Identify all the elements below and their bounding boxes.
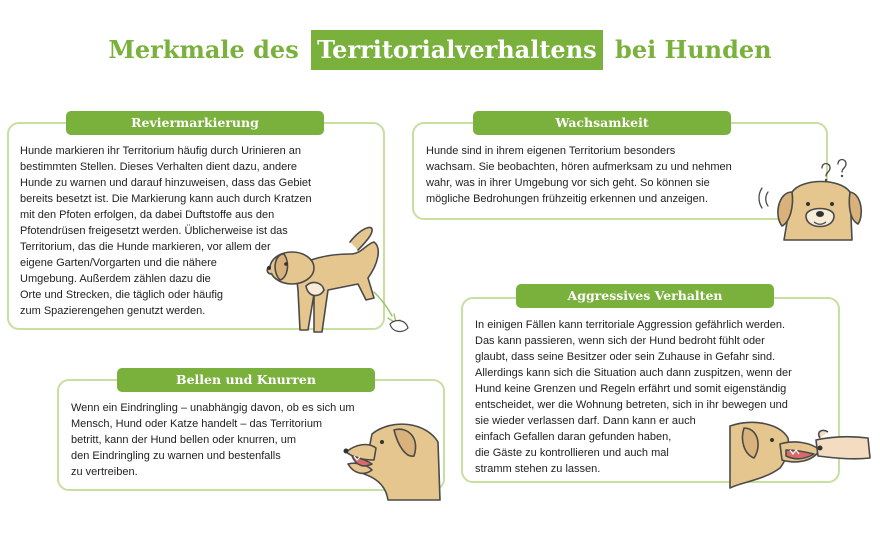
- bellen-line: Wenn ein Eindringling – unabhängig davon, ob es sich um: [71, 402, 355, 414]
- reviermarkierung-line: mit den Pfoten erfolgen, da dabei Duftstoffe aus den: [20, 209, 275, 221]
- aggressiv-line: einfach Gefallen daran gefunden haben,: [475, 431, 672, 443]
- reviermarkierung-line: bestimmten Stellen. Dieses Verhalten dient dazu, andere: [20, 161, 297, 173]
- dog-biting-illustration: [724, 418, 874, 498]
- wachsamkeit-line: wahr, was in ihrer Umgebung vor sich geht. So können sie: [426, 177, 710, 189]
- wachsamkeit-line: Hunde sind in ihrem eigenen Territorium besonders: [426, 145, 676, 157]
- bellen-heading: Bellen und Knurren: [117, 368, 375, 392]
- aggressiv-line: Das kann passieren, wenn sich der Hund bedroht fühlt oder: [475, 335, 765, 347]
- page-title: [0, 30, 880, 70]
- dog-barking-illustration: [342, 412, 442, 502]
- bellen-line: betritt, kann der Hund bellen oder knurren, um: [71, 434, 297, 446]
- reviermarkierung-heading: Reviermarkierung: [66, 111, 324, 135]
- reviermarkierung-line: Hunde zu warnen und darauf hinzuweisen, dass das Gebiet: [20, 177, 312, 189]
- dog-alert-illustration: [752, 158, 862, 248]
- reviermarkierung-line: Pfotendrüsen freigesetzt werden. Üblicherweise ist das: [20, 225, 288, 237]
- aggressiv-line: In einigen Fällen kann territoriale Aggression gefährlich werden.: [475, 319, 786, 331]
- wachsamkeit-heading: Wachsamkeit: [473, 111, 731, 135]
- title-highlight: Territorialverhaltens: [311, 30, 603, 70]
- reviermarkierung-line: zum Spazierengehen genutzt werden.: [20, 305, 206, 317]
- bellen-line: den Eindringling zu warnen und bestenfalls: [71, 450, 281, 462]
- dog-marking-illustration: [262, 220, 422, 340]
- wachsamkeit-line: wachsam. Sie beobachten, hören aufmerksam zu und nehmen: [426, 161, 732, 173]
- aggressiv-line: entscheidet, wer die Wohnung betreten, sich in ihr bewegen und: [475, 399, 788, 411]
- bellen-line: zu vertreiben.: [71, 466, 138, 478]
- reviermarkierung-line: Territorium, das die Hunde markieren, vor allem der: [20, 241, 271, 253]
- aggressiv-heading: Aggressives Verhalten: [516, 284, 774, 308]
- wachsamkeit-line: mögliche Bedrohungen frühzeitig erkennen und anzeigen.: [426, 193, 708, 205]
- title-before: Merkmale des: [108, 35, 299, 64]
- title-after: bei Hunden: [615, 35, 772, 64]
- reviermarkierung-line: bereits besetzt ist. Die Markierung kann auch durch Kratzen: [20, 193, 312, 205]
- reviermarkierung-line: Orte und Strecken, die täglich oder häufig: [20, 289, 224, 301]
- bellen-line: Mensch, Hund oder Katze handelt – das Territorium: [71, 418, 323, 430]
- aggressiv-line: stramm stehen zu lassen.: [475, 463, 601, 475]
- reviermarkierung-line: Umgebung. Außerdem zählen dazu die: [20, 273, 211, 285]
- aggressiv-line: Hund keine Grenzen und Regeln erfährt und somit eigenständig: [475, 383, 787, 395]
- aggressiv-line: Allerdings kann sich die Situation auch dann zuspitzen, wenn der: [475, 367, 792, 379]
- aggressiv-line: glaubt, dass seine Besitzer oder sein Zuhause in Gefahr sind.: [475, 351, 776, 363]
- reviermarkierung-line: eigene Garten/Vorgarten und die nähere: [20, 257, 217, 269]
- aggressiv-line: die Gäste zu kontrollieren und auch mal: [475, 447, 669, 459]
- reviermarkierung-line: Hunde markieren ihr Territorium häufig durch Urinieren an: [20, 145, 302, 157]
- aggressiv-line: sie wieder verlassen darf. Dann kann er auch: [475, 415, 696, 427]
